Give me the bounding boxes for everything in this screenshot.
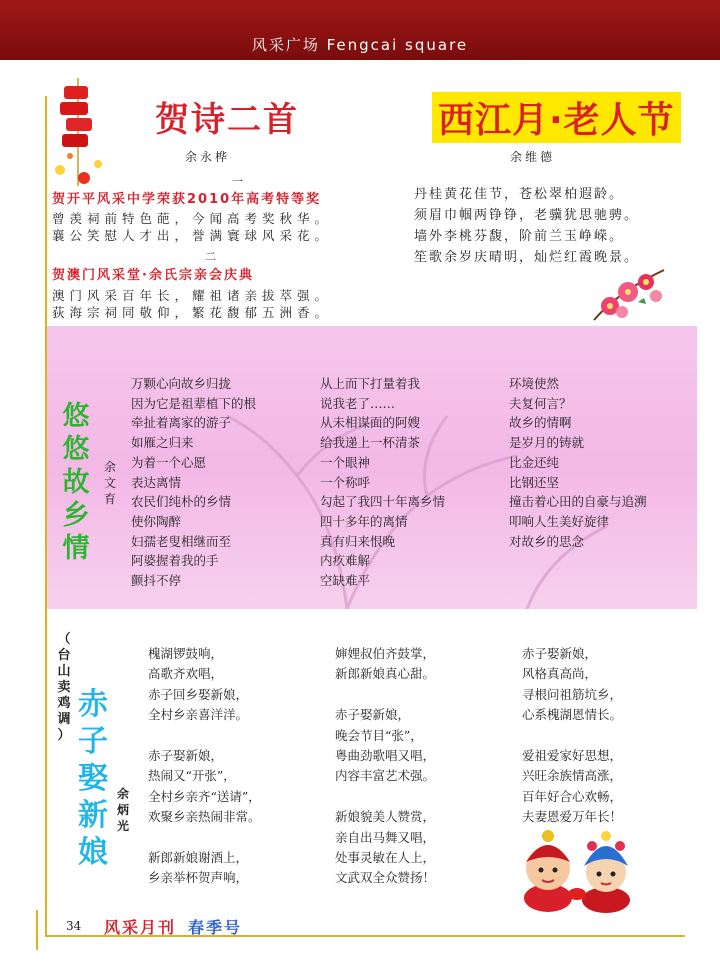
poem1-part1-number: 一: [232, 175, 243, 188]
poem3-column-2: 从上而下打量着我 说我老了…… 从未相谋面的阿嫂 给我递上一杯清茶 一个眼神 一个称呼 勾起了我四十年离乡情 四十多年的离情 真有归来恨晚 内疚难解 空缺难平: [320, 376, 446, 589]
edition-label: 春季号: [188, 918, 243, 937]
page-header-title: 风采广场 Fengcai square: [251, 36, 469, 54]
poem3-title: 悠 悠 故 乡 情: [62, 401, 90, 564]
plum-blossom-decoration-icon: [588, 262, 668, 324]
poem4-title: 赤 子 娶 新 娘: [78, 687, 108, 870]
poem4-column-1: 槐湖锣鼓响， 高歌齐欢唱， 赤子回乡娶新娘， 全村乡亲喜洋洋。 赤子娶新娘， 热闹又“开张”， 全村乡亲齐“送请”， 欢聚乡亲热闹非常。 新郎新娘谢酒上， 乡亲举杯贺声响，: [148, 646, 261, 886]
poem3-column-3: 环境使然 夫复何言？ 故乡的情啊 是岁月的铸就 比金还纯 比钢还坚 撞击着心田的自豪与追溯 叩响人生美好旋律 对故乡的思念: [509, 376, 647, 549]
page-number: 34: [66, 919, 82, 933]
poem1-title: 贺诗二首: [155, 100, 299, 140]
poem4-column-2: 婶娌叔伯齐鼓掌， 新郎新娘真心甜。 赤子娶新娘， 晚会节目“张”， 粤曲劲歌唱又唱， 内容丰富艺术强。 新娘貌美人赞赏， 亲自出马舞又唱， 处事灵敏在人上， 文武双全众赞扬！: [335, 646, 436, 886]
poem1-part2-number: 二: [205, 250, 216, 263]
wedding-couple-cartoon-icon: [512, 822, 642, 914]
poem1-part2-heading: 贺澳门风采堂·余氏宗亲会庆典: [52, 268, 254, 283]
poem3-author: 余 文 育: [103, 460, 116, 506]
poem3-column-1: 万颗心向故乡归拢 因为它是祖辈植下的根 牵扯着离家的游子 如雁之归来 为着一个心愿 表达离情 农民们纯朴的乡情 使你陶醉 妇孺老叟相继而至 阿婆握着我的手 颤抖不停: [131, 376, 257, 589]
poem4-tune-label: （ 台 山 卖 鸡 调 ）: [57, 632, 71, 743]
poem1-part1-heading: 贺开平风采中学荣获2010年高考特等奖: [52, 192, 322, 207]
poem1-part2-text: 澳门风采百年长，耀祖诸亲拔萃强。 荻海宗祠同敬仰，繁花馥郁五洲香。: [52, 288, 333, 320]
poem1-part1-text: 曾羡祠前特色葩，今闻高考奖秋华。 襄公笑慰人才出，誉满寰球风采花。: [52, 211, 333, 243]
poem2-text: 丹桂黄花佳节，苍松翠柏遐龄。 须眉巾帼两铮铮，老骥犹思驰骋。 墙外李桃芬馥，阶前兰玉峥嵘。 笙歌余岁庆晴明，灿烂红霞晚景。: [414, 187, 640, 265]
poem4-author: 余 炳 光: [116, 787, 129, 833]
poem4-column-3: 赤子娶新娘， 风格真高尚， 寻根问祖筋坑乡， 心系槐湖恩情长。 爱祖爱家好思想， 兴旺余族情高涨， 百年好合心欢畅， 夫妻恩爱万年长！: [522, 646, 623, 825]
firecracker-decoration-icon: [48, 78, 110, 190]
poem2-author: 余维德: [510, 150, 556, 164]
poem2-title: 西江月·老人节: [432, 92, 681, 143]
magazine-name: 风采月刊: [104, 918, 177, 937]
left-gold-rule-short: [36, 910, 38, 950]
poem1-author: 余永桦: [185, 150, 231, 164]
